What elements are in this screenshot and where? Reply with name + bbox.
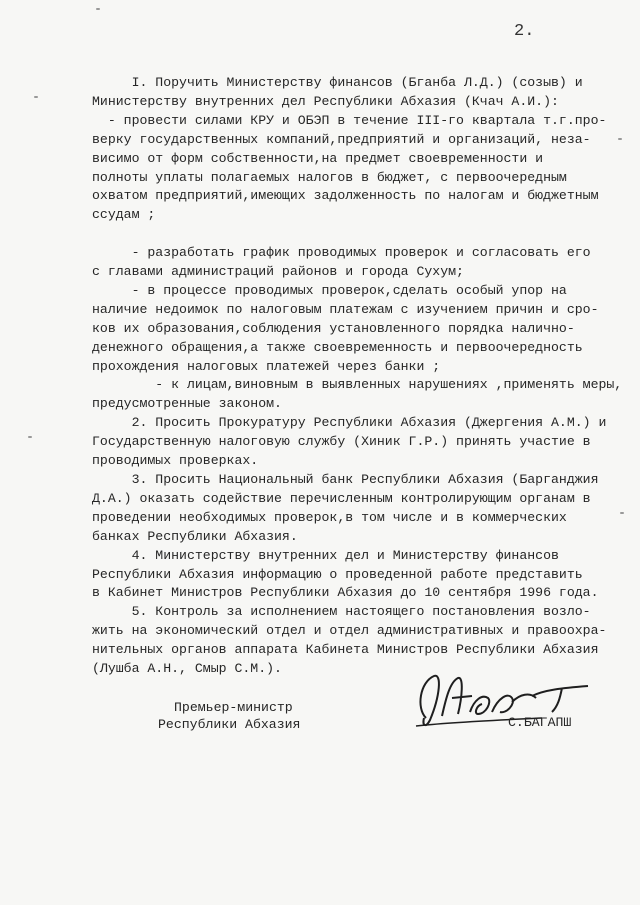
text-line: - разработать график проводимых проверок и согласовать его (92, 245, 591, 261)
text-line: (Лушба А.Н., Смыр С.М.). (92, 661, 282, 677)
signatory-title (158, 699, 300, 733)
text-line: ссудам ; (92, 207, 156, 223)
scan-speck (620, 512, 624, 514)
text-line: предусмотренные законом. (92, 396, 282, 412)
scan-speck (34, 96, 38, 98)
text-line: проводимых проверках. (92, 453, 259, 469)
page-number: 2. (514, 22, 535, 41)
text-line: в Кабинет Министров Республики Абхазия до 10 сентября 1996 года. (92, 585, 599, 601)
decree-body (92, 74, 623, 679)
text-line: верку государственных компаний,предприятий и организаций, неза- (92, 131, 591, 147)
text-line: висимо от форм собственности,на предмет своевременности и (92, 150, 544, 166)
text-line: с главами администраций районов и города Сухум; (92, 264, 464, 280)
text-line: Министерству внутренних дел Республики Абхазия (Кчач А.И.): (92, 93, 559, 109)
handwritten-signature (412, 668, 602, 732)
text-line: 4. Министерству внутренних дел и Министерству финансов (92, 547, 559, 563)
text-line: денежного обращения,а также своевременность и первоочередность (92, 339, 583, 355)
signatory-title-line-1: Премьер-министр (174, 700, 293, 715)
text-line: прохождения налоговых платежей через банки ; (92, 358, 441, 374)
text-line: 3. Просить Национальный банк Республики Абхазия (Барганджия (92, 472, 599, 488)
text-line: - к лицам,виновным в выявленных нарушениях ,применять меры, (92, 377, 623, 393)
signatory-title-line-2: Республики Абхазия (158, 717, 301, 732)
text-line: ков их образования,соблюдения установленного порядка налично- (92, 320, 575, 336)
text-line: - провести силами КРУ и ОБЭП в течение III-го квартала т.г.про- (92, 112, 607, 128)
text-line: 5. Контроль за исполнением настоящего постановления возло- (92, 604, 591, 620)
text-line: - в процессе проводимых проверок,сделать особый упор на (92, 282, 567, 298)
text-line: банках Республики Абхазия. (92, 528, 298, 544)
scan-speck (618, 138, 622, 140)
scan-speck (96, 8, 100, 10)
text-line: наличие недоимок по налоговым платежам с изучением причин и сро- (92, 301, 599, 317)
text-line (92, 225, 604, 244)
text-line: Республики Абхазия информацию о проведенной работе представить (92, 566, 583, 582)
text-line: полноты уплаты полагаемых налогов в бюджет, с первоочередным (92, 169, 567, 185)
text-line: 2. Просить Прокуратуру Республики Абхазия (Джергения А.М.) и (92, 415, 607, 431)
text-line: охватом предприятий,имеющих задолженность по налогам и бюджетным (92, 188, 599, 204)
scan-speck (28, 436, 32, 438)
signatory-name: С.БАГАПШ (508, 715, 572, 730)
text-line: Государственную налоговую службу (Хиник Г.Р.) принять участие в (92, 434, 591, 450)
text-line: нительных органов аппарата Кабинета Министров Республики Абхазия (92, 642, 599, 658)
text-line: жить на экономический отдел и отдел административных и правоохра- (92, 623, 607, 639)
text-line: проведении необходимых проверок,в том числе и в коммерческих (92, 509, 567, 525)
text-line: I. Поручить Министерству финансов (Бганба Л.Д.) (созыв) и (92, 75, 583, 90)
text-line: Д.А.) оказать содействие перечисленным контролирующим органам в (92, 490, 591, 506)
